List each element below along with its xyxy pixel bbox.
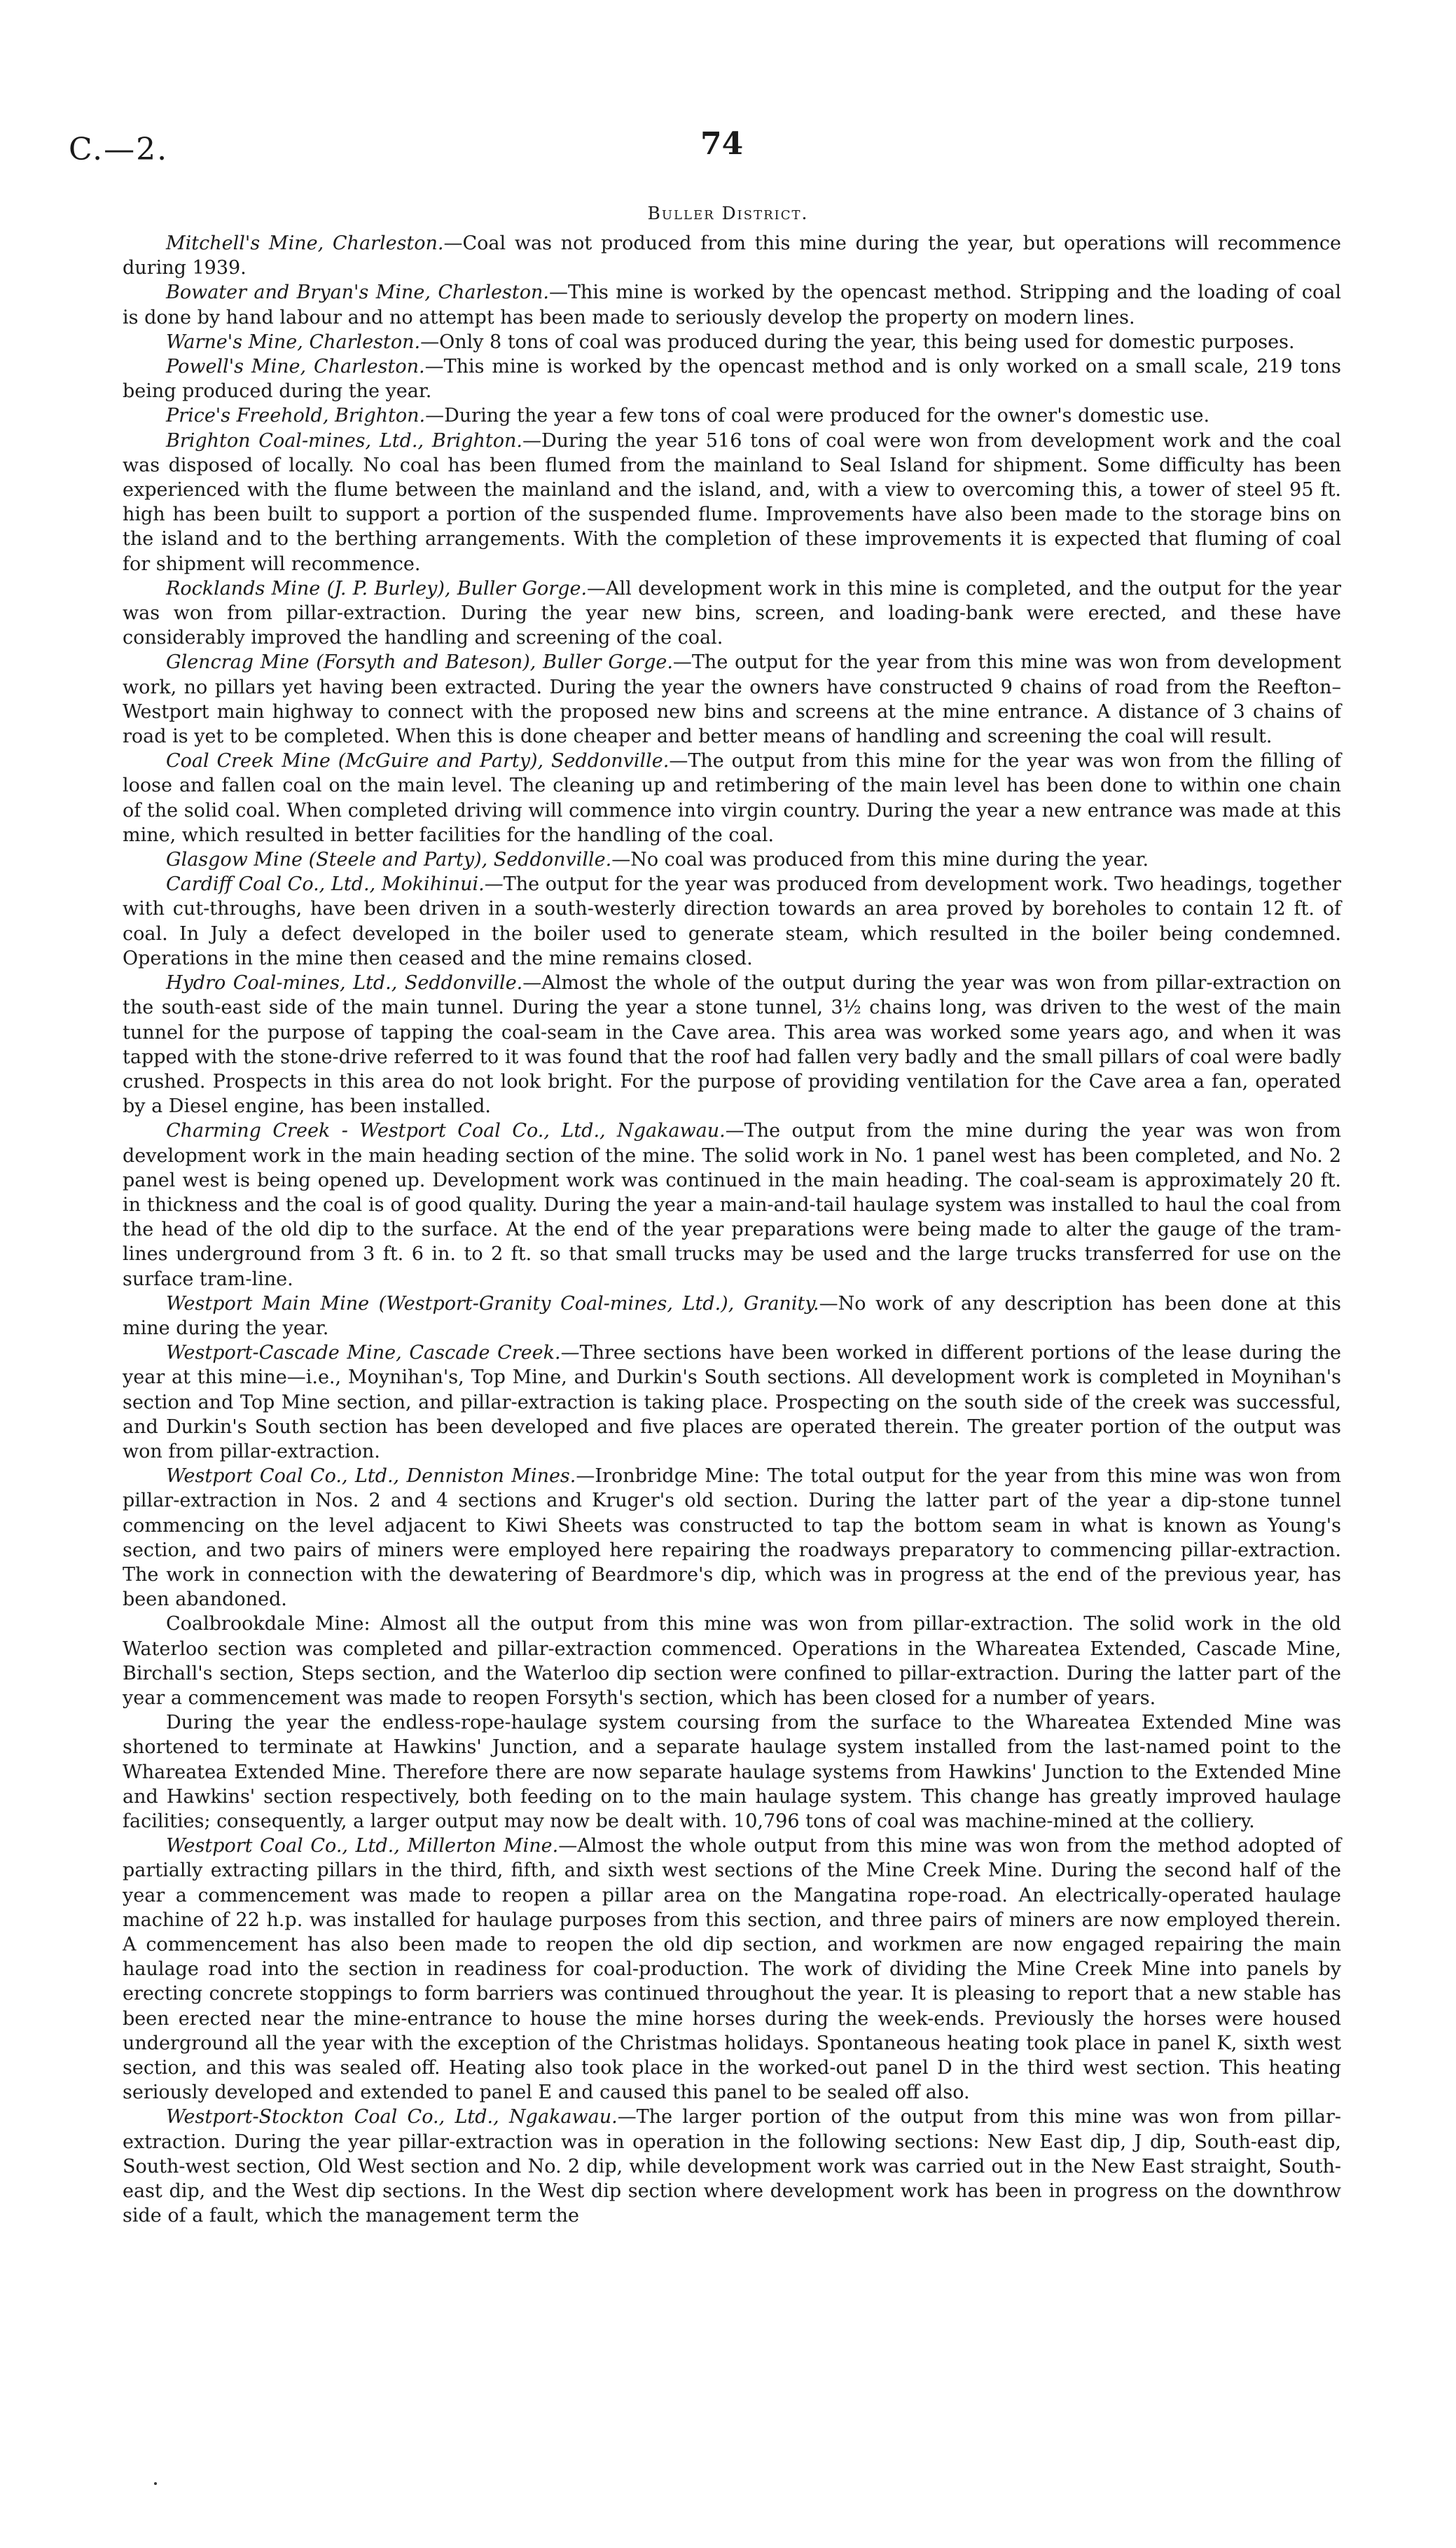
paragraph-text: Coalbrookdale Mine: Almost all the output from this mine was won from pillar-extraction. The solid work in the old Waterloo section was completed and pillar-extraction commenced. Operations in the Whareatea Extended, Cascade Mine, Birchall's section, Steps section, and the Waterloo dip section were confined to pillar-extraction. During the latter part of the year a commencement was made to reopen Forsyth's section, which has been closed for a number of years. [123,1613,1341,1709]
paragraph [123,403,1341,428]
paragraph [123,280,1341,329]
paragraph-text: —Only 8 tons of coal was produced during the year, this being used for domestic purposes. [420,331,1295,353]
paragraph-title: Bowater and Bryan's Mine, Charleston. [166,282,549,304]
paragraph-text: —This mine is worked by the opencast method and is only worked on a small scale, 219 tons being produced during the year. [123,356,1341,403]
paragraph [123,847,1341,872]
paragraph [123,354,1341,403]
stray-mark [154,2482,157,2485]
paragraph [123,330,1341,354]
paragraph [123,576,1341,651]
paragraph-title: Powell's Mine, Charleston. [166,356,425,378]
paragraph [123,1119,1341,1291]
paragraph-text: —The larger portion of the output from this mine was won from pillar-extraction. During the year pillar-extraction was in operation in the following sections: New East dip, J dip, South-east dip, South-west section, Old West section and No. 2 dip, while development work was carried out in the New East straight, South-east dip, and the West dip sections. In the West dip section where development work has been in progress on the downthrow side of a fault, which the management term the [123,2106,1341,2227]
paragraph [123,1834,1341,2105]
paragraph [123,1341,1341,1464]
paragraph-title: Glencrag Mine (Forsyth and Bateson), Buller Gorge. [166,651,673,674]
paragraph-text: —Almost the whole output from this mine was won from the method adopted of partially extracting pillars in the third, fifth, and sixth west sections of the Mine Creek Mine. During the second half of the year a commencement was made to reopen a pillar area on the Mangatina rope-road. An electrically-operated haulage machine of 22 h.p. was installed for haulage purposes from this section, and three pairs of miners are now employed therein. A commencement has also been made to reopen the old dip section, and workmen are now engaged repairing the main haulage road into the section in readiness for coal-production. The work of dividing the Mine Creek Mine into panels by erecting concrete stoppings to form barriers was continued throughout the year. It is pleasing to report that a new stable has been erected near the mine-entrance to house the mine horses during the week-ends. Previously the horses were housed underground all the year with the exception of the Christmas holidays. Spontaneous heating took place in panel K, sixth west section, and this was sealed off. Heating also took place in the worked-out panel D in the third west section. This heating seriously developed and extended to panel E and caused this panel to be sealed off also. [123,1835,1341,2104]
paragraph-title: Cardiff Coal Co., Ltd., Mokihinui. [166,873,485,896]
paragraph-title: Price's Freehold, Brighton. [166,405,426,427]
paragraph-text: —Ironbridge Mine: The total output for the year from this mine was won from pillar-extraction in Nos. 2 and 4 sections and Kruger's old section. During the latter part of the year a dip-stone tunnel commencing on the level adjacent to Kiwi Sheets was constructed to tap the bottom seam in what is known as Young's section, and two pairs of miners were employed here repairing the roadways preparatory to commencing pillar-extraction. The work in connection with the dewatering of Beardmore's dip, which was in progress at the end of the previous year, has been abandoned. [123,1465,1341,1611]
paragraph [123,2105,1341,2228]
paragraph-title: Warne's Mine, Charleston. [166,331,421,353]
paragraph [123,1612,1341,1710]
paragraph-text: —The output for the year from this mine was won from development work, no pillars yet having been extracted. During the year the owners have constructed 9 chains of road from the Reefton–Westport main highway to connect with the proposed new bins and screens at the mine entrance. A distance of 3 chains of road is yet to be completed. When this is done cheaper and better means of handling and screening the coal will result. [123,651,1341,748]
paragraph-title: Glasgow Mine (Steele and Party), Seddonville. [166,849,612,871]
paragraph [123,872,1341,971]
paragraph-text: —The output from this mine for the year was won from the filling of loose and fallen coal on the main level. The cleaning up and retimbering of the main level has been done to within one chain of the solid coal. When completed driving will commence into virgin country. During the year a new entrance was made at this mine, which resulted in better facilities for the handling of the coal. [123,750,1341,846]
paragraph-title: Westport Coal Co., Ltd., Denniston Mines. [166,1465,576,1488]
paragraph-text: —All development work in this mine is completed, and the output for the year was won from pillar-extraction. During the year new bins, screen, and loading-bank were erected, and these have considerably improved the handling and screening of the coal. [123,577,1341,649]
paragraph [123,971,1341,1119]
paragraph [123,749,1341,847]
section-heading: Buller District. [647,203,809,223]
paragraph-title: Rocklands Mine (J. P. Burley), Buller Gorge. [166,577,588,600]
paragraph-text: —The output from the mine during the year was won from development work in the main heading section of the mine. The solid work in No. 1 panel west has been completed, and No. 2 panel west is being opened up. Development work was continued in the main heading. The coal-seam is approximately 20 ft. in thickness and the coal is of good quality. During the year a main-and-tail haulage system was installed to haul the coal from the head of the old dip to the surface. At the end of the year preparations were being made to alter the gauge of the tram-lines underground from 3 ft. 6 in. to 2 ft. so that small trucks may be used and the large trucks transferred for use on the surface tram-line. [123,1120,1341,1290]
paragraph-title: Brighton Coal-mines, Ltd., Brighton. [166,429,522,452]
paragraph-title: Hydro Coal-mines, Ltd., Seddonville. [166,972,523,995]
paragraph [123,1710,1341,1834]
paragraph-title: Westport Main Mine (Westport-Granity Coal-mines, Ltd.), Granity. [166,1292,819,1315]
paragraph [123,1464,1341,1612]
paragraph [123,1292,1341,1341]
paragraph-text: During the year the endless-rope-haulage system coursing from the surface to the Whareatea Extended Mine was shortened to terminate at Hawkins' Junction, and a separate haulage system installed from the last-named point to the Whareatea Extended Mine. Therefore there are now separate haulage systems from Hawkins' Junction to the Extended Mine and Hawkins' section respectively, both feeding on to the main haulage system. This change has greatly improved haulage facilities; consequently, a larger output may now be dealt with. 10,796 tons of coal was machine-mined at the colliery. [123,1712,1341,1832]
paragraph [123,231,1341,280]
paragraph-text: —During the year 516 tons of coal were won from development work and the coal was disposed of locally. No coal has been flumed from the mainland to Seal Island for shipment. Some difficulty has been experienced with the flume between the mainland and the island, and, with a view to overcoming this, a tower of steel 95 ft. high has been built to support a portion of the suspended flume. Improvements have also been made to the storage bins on the island and to the berthing arrangements. With the completion of these improvements it is expected that fluming of coal for shipment will recommence. [123,429,1341,575]
paragraph-text: —This mine is worked by the opencast method. Stripping and the loading of coal is done by hand labour and no attempt has been made to seriously develop the property on modern lines. [123,282,1341,328]
paragraph-text: —Three sections have been worked in different portions of the lease during the year at this mine—i.e., Moynihan's, Top Mine, and Durkin's South sections. All development work is completed in Moynihan's section and Top Mine section, and pillar-extraction is taking place. Prospecting on the south side of the creek was successful, and Durkin's South section has been developed and five places are operated therein. The greater portion of the output was won from pillar-extraction. [123,1342,1341,1462]
paragraph-text: —No coal was produced from this mine during the year. [611,849,1149,871]
paragraph-text: —No work of any description has been done at this mine during the year. [123,1292,1341,1339]
paragraph-title: Westport-Cascade Mine, Cascade Creek. [166,1342,561,1364]
page-number: 74 [700,126,744,162]
paragraph [123,650,1341,749]
paragraph-title: Coal Creek Mine (McGuire and Party), Seddonville. [166,750,670,773]
paragraph-title: Westport Coal Co., Ltd., Millerton Mine. [166,1835,559,1857]
paragraph-title: Mitchell's Mine, Charleston. [166,233,444,254]
paragraph-title: Charming Creek - Westport Coal Co., Ltd., Ngakawau. [166,1120,726,1142]
paragraph-text: —The output for the year was produced from development work. Two headings, together with cut-throughs, have been driven in a south-westerly direction towards an area proved by boreholes to contain 12 ft. of coal. In July a defect developed in the boiler used to generate steam, which resulted in the boiler being condemned. Operations in the mine then ceased and the mine remains closed. [123,873,1341,969]
report-body [123,231,1341,2228]
paragraph-text: —During the year a few tons of coal were produced for the owner's domestic use. [425,405,1210,427]
paragraph-title: Westport-Stockton Coal Co., Ltd., Ngakawau. [166,2106,618,2128]
paragraph-text: —Coal was not produced from this mine during the year, but operations will recommence during 1939. [123,233,1341,279]
page-reference: C.—2. [69,132,169,167]
paragraph [123,429,1341,576]
paragraph-text: —Almost the whole of the output during the year was won from pillar-extraction on the south-east side of the main tunnel. During the year a stone tunnel, 3½ chains long, was driven to the west of the main tunnel for the purpose of tapping the coal-seam in the Cave area. This area was worked some years ago, and when it was tapped with the stone-drive referred to it was found that the roof had fallen very badly and the small pillars of coal were badly crushed. Prospects in this area do not look bright. For the purpose of providing ventilation for the Cave area a fan, operated by a Diesel engine, has been installed. [123,972,1341,1118]
